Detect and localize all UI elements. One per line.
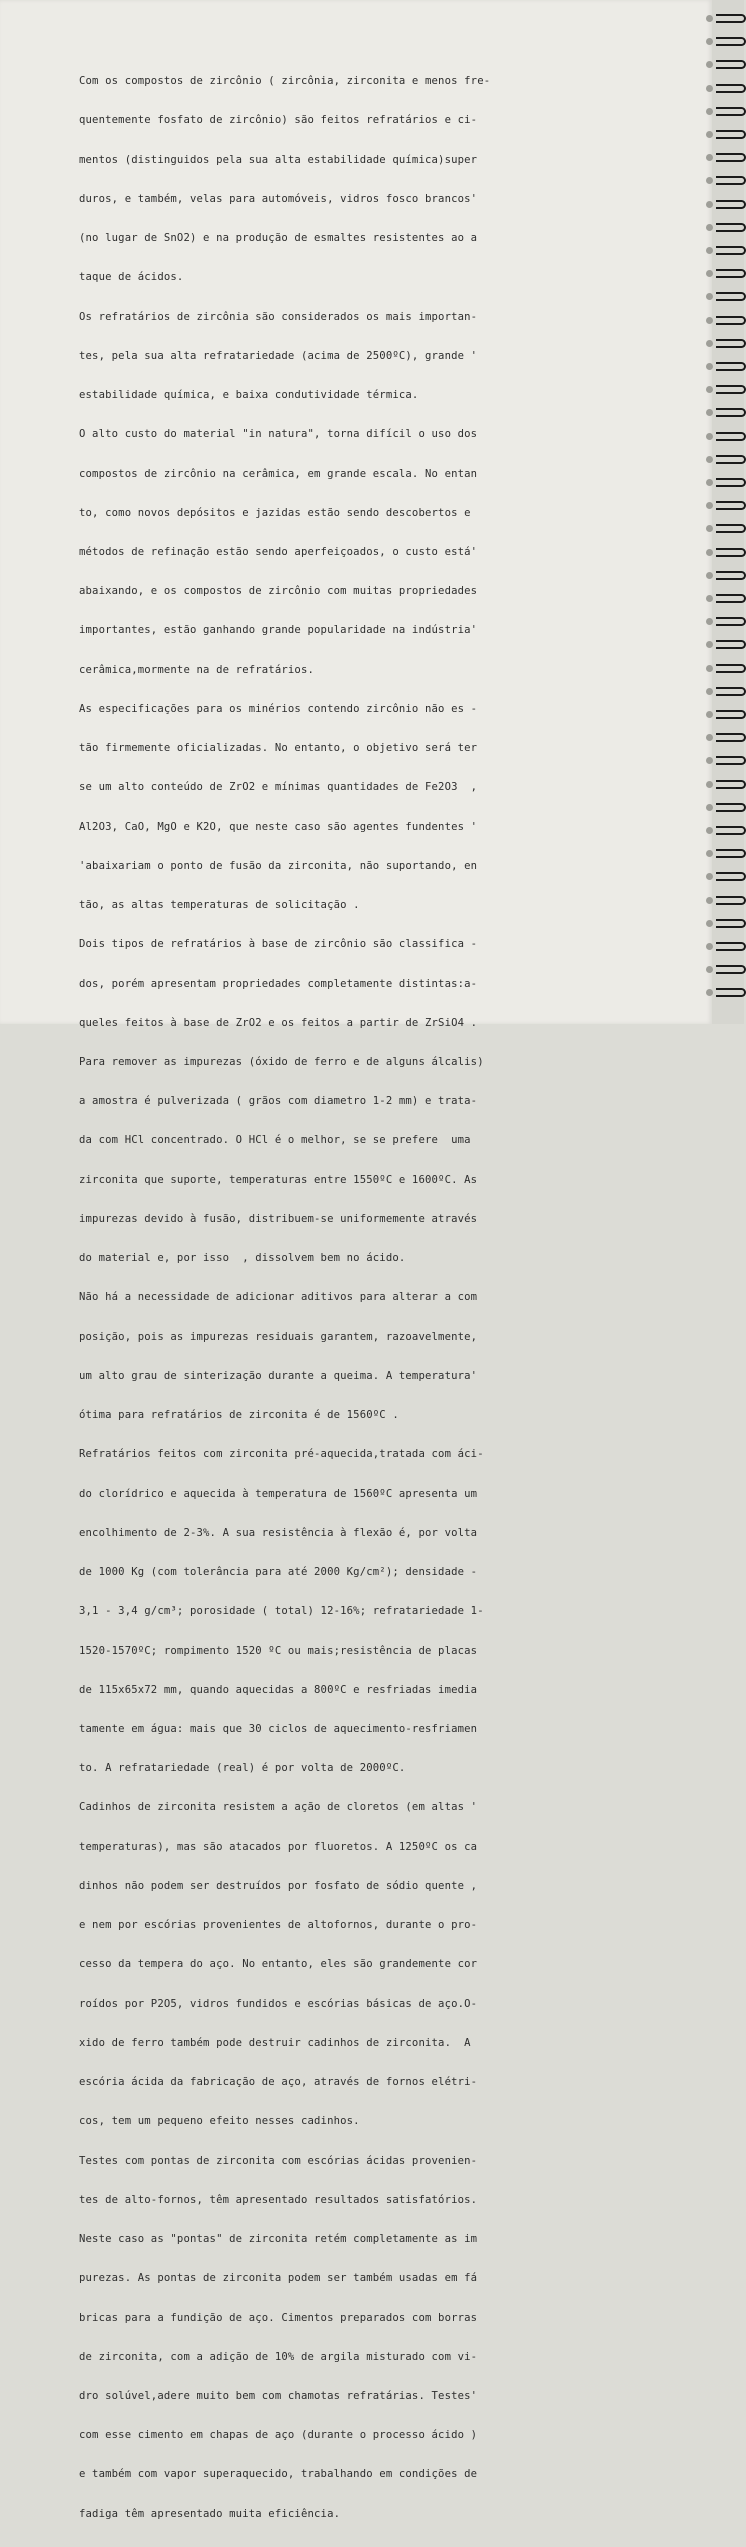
binding-hole: [706, 224, 713, 231]
text-line: Para remover as impurezas (óxido de ferro e de alguns álcalis): [79, 1056, 484, 1069]
binding-hole: [706, 525, 713, 532]
text-line: e também com vapor superaquecido, trabalhando em condições de: [79, 2468, 478, 2481]
binding-hole: [706, 688, 713, 695]
binding-hole: [706, 757, 713, 764]
binding-hole: [706, 409, 713, 416]
text-line: de zirconita, com a adição de 10% de argila misturado com vi-: [79, 2350, 478, 2363]
text-line: xido de ferro também pode destruir cadinhos de zirconita. A: [79, 2036, 471, 2049]
text-line: cos, tem um pequeno efeito nesses cadinhos.: [79, 2115, 360, 2128]
binding-coil: [716, 826, 746, 835]
text-line: impurezas devido à fusão, distribuem-se uniformemente através: [79, 1212, 478, 1225]
binding-hole: [706, 433, 713, 440]
binding-hole: [706, 549, 713, 556]
binding-coil: [716, 362, 746, 371]
text-line: se um alto conteúdo de ZrO2 e mínimas quantidades de Fe2O3 ,: [79, 781, 478, 794]
binding-hole: [706, 177, 713, 184]
binding-hole: [706, 827, 713, 834]
binding-coil: [716, 107, 746, 116]
binding-coil: [716, 849, 746, 858]
binding-hole: [706, 340, 713, 347]
binding-coil: [716, 687, 746, 696]
text-line: taque de ácidos.: [79, 271, 184, 284]
binding-coil: [716, 640, 746, 649]
binding-coil: [716, 942, 746, 951]
binding-coil: [716, 14, 746, 23]
binding-coil: [716, 919, 746, 928]
text-line: (no lugar de SnO2) e na produção de esmaltes resistentes ao a: [79, 232, 478, 245]
text-line: tes, pela sua alta refratariedade (acima de 2500ºC), grande ': [79, 349, 478, 362]
text-line: do clorídrico e aquecida à temperatura de 1560ºC apresenta um: [79, 1487, 478, 1500]
text-line: zirconita que suporte, temperaturas entre 1550ºC e 1600ºC. As: [79, 1173, 478, 1186]
text-line: um alto grau de sinterização durante a queima. A temperatura': [79, 1369, 478, 1382]
binding-coil: [716, 571, 746, 580]
binding-hole: [706, 61, 713, 68]
text-line: a amostra é pulverizada ( grãos com diametro 1-2 mm) e trata-: [79, 1095, 478, 1108]
text-line: e nem por escórias provenientes de altofornos, durante o pro-: [79, 1919, 478, 1932]
text-line: de 115x65x72 mm, quando aquecidas a 800ºC e resfriadas imedia: [79, 1683, 478, 1696]
binding-hole: [706, 154, 713, 161]
binding-hole: [706, 850, 713, 857]
binding-hole: [706, 293, 713, 300]
text-line: O alto custo do material "in natura", torna difícil o uso dos: [79, 428, 478, 441]
text-line: tamente em água: mais que 30 ciclos de aquecimento-resfriamen: [79, 1723, 478, 1735]
binding-coil: [716, 548, 746, 557]
binding-coil: [716, 710, 746, 719]
binding-hole: [706, 386, 713, 393]
text-line: temperaturas), mas são atacados por fluoretos. A 1250ºC os ca: [79, 1840, 478, 1853]
binding-coil: [716, 478, 746, 487]
binding-coil: [716, 153, 746, 162]
binding-hole: [706, 479, 713, 486]
binding-coil: [716, 756, 746, 765]
binding-hole: [706, 943, 713, 950]
text-line: bricas para a fundição de aço. Cimentos preparados com borras: [79, 2311, 478, 2324]
text-line: Testes com pontas de zirconita com escórias ácidas provenien-: [79, 2154, 478, 2167]
typewritten-text: [79, 49, 645, 2547]
binding-hole: [706, 665, 713, 672]
binding-hole: [706, 781, 713, 788]
binding-hole: [706, 85, 713, 92]
binding-coil: [716, 896, 746, 905]
binding-hole: [706, 873, 713, 880]
text-line: to. A refratariedade (real) é por volta de 2000ºC.: [79, 1762, 406, 1775]
text-line: to, como novos depósitos e jazidas estão sendo descobertos e: [79, 506, 471, 519]
text-line: mentos (distinguidos pela sua alta estabilidade química)super: [79, 153, 478, 166]
text-line: dinhos não podem ser destruídos por fosfato de sódio quente ,: [79, 1879, 478, 1892]
binding-hole: [706, 502, 713, 509]
text-line: roídos por P2O5, vidros fundidos e escórias básicas de aço.O-: [79, 1997, 478, 2010]
binding-coil: [716, 223, 746, 232]
binding-coil: [716, 988, 746, 997]
binding-coil: [716, 385, 746, 394]
binding-coil: [716, 780, 746, 789]
binding-hole: [706, 595, 713, 602]
text-line: métodos de refinação estão sendo aperfeiçoados, o custo está': [79, 545, 478, 558]
text-line: tes de alto-fornos, têm apresentado resultados satisfatórios.: [79, 2193, 478, 2206]
binding-coil: [716, 176, 746, 185]
text-line: tão firmemente oficializadas. No entanto, o objetivo será ter: [79, 742, 478, 755]
text-line: ótima para refratários de zirconita é de 1560ºC .: [79, 1409, 399, 1422]
binding-coil: [716, 594, 746, 603]
binding-hole: [706, 966, 713, 973]
text-line: As especificações para os minérios contendo zircônio não es -: [79, 702, 478, 715]
text-line: Cadinhos de zirconita resistem a ação de cloretos (em altas ': [79, 1801, 478, 1814]
text-line: fadiga têm apresentado muita eficiência.: [79, 2507, 341, 2520]
text-line: 1520-1570ºC; rompimento 1520 ºC ou mais;resistência de placas: [79, 1644, 478, 1657]
binding-coil: [716, 408, 746, 417]
text-line: cesso da tempera do aço. No entanto, eles são grandemente cor: [79, 1958, 478, 1971]
text-line: Dois tipos de refratários à base de zircônio são classifica -: [79, 938, 478, 951]
text-line: tão, as altas temperaturas de solicitação .: [79, 899, 360, 912]
text-line: Refratários feitos com zirconita pré-aquecida,tratada com áci-: [79, 1448, 484, 1461]
text-line: 'abaixariam o ponto de fusão da zirconita, não suportando, en: [79, 859, 478, 872]
text-line: posição, pois as impurezas residuais garantem, razoavelmente,: [79, 1330, 478, 1343]
binding-hole: [706, 618, 713, 625]
text-line: cerâmica,mormente na de refratários.: [79, 663, 315, 676]
binding-coil: [716, 664, 746, 673]
binding-coil: [716, 339, 746, 348]
binding-hole: [706, 270, 713, 277]
text-line: queles feitos à base de ZrO2 e os feitos a partir de ZrSiO4 .: [79, 1016, 478, 1029]
text-line: estabilidade química, e baixa condutividade térmica.: [79, 389, 419, 402]
binding-hole: [706, 131, 713, 138]
binding-coil: [716, 292, 746, 301]
binding-coil: [716, 316, 746, 325]
text-line: Al2O3, CaO, MgO e K2O, que neste caso são agentes fundentes ': [79, 820, 478, 833]
binding-coil: [716, 501, 746, 510]
binding-hole: [706, 920, 713, 927]
binding-hole: [706, 247, 713, 254]
text-line: Os refratários de zircônia são considerados os mais importan-: [79, 310, 478, 323]
text-line: abaixando, e os compostos de zircônio com muitas propriedades: [79, 585, 478, 598]
binding-hole: [706, 641, 713, 648]
text-line: 3,1 - 3,4 g/cm³; porosidade ( total) 12-16%; refratariedade 1-: [79, 1605, 484, 1618]
text-line: purezas. As pontas de zirconita podem ser também usadas em fá: [79, 2272, 478, 2285]
binding-coil: [716, 617, 746, 626]
spiral-binding: [712, 0, 744, 1024]
binding-hole: [706, 108, 713, 115]
binding-hole: [706, 363, 713, 370]
text-line: dos, porém apresentam propriedades completamente distintas:a-: [79, 977, 478, 990]
binding-coil: [716, 733, 746, 742]
binding-coil: [716, 432, 746, 441]
binding-coil: [716, 965, 746, 974]
text-line: da com HCl concentrado. O HCl é o melhor, se se prefere uma: [79, 1134, 471, 1147]
binding-coil: [716, 130, 746, 139]
binding-coil: [716, 200, 746, 209]
text-line: com esse cimento em chapas de aço (durante o processo ácido ): [79, 2429, 478, 2442]
binding-hole: [706, 989, 713, 996]
binding-coil: [716, 455, 746, 464]
text-line: dro solúvel,adere muito bem com chamotas refratárias. Testes': [79, 2389, 478, 2402]
text-line: compostos de zircônio na cerâmica, em grande escala. No entan: [79, 467, 478, 480]
binding-coil: [716, 803, 746, 812]
text-line: Com os compostos de zircônio ( zircônia, zirconita e menos fre-: [79, 75, 491, 88]
text-line: do material e, por isso , dissolvem bem no ácido.: [79, 1252, 406, 1265]
binding-hole: [706, 804, 713, 811]
binding-coil: [716, 60, 746, 69]
binding-hole: [706, 897, 713, 904]
text-line: Neste caso as "pontas" de zirconita retém completamente as im: [79, 2233, 478, 2246]
text-line: escória ácida da fabricação de aço, através de fornos elétri-: [79, 2076, 478, 2089]
text-line: duros, e também, velas para automóveis, vidros fosco brancos': [79, 192, 478, 205]
text-line: de 1000 Kg (com tolerância para até 2000 Kg/cm²); densidade -: [79, 1566, 478, 1579]
binding-hole: [706, 734, 713, 741]
text-line: Não há a necessidade de adicionar aditivos para alterar a com: [79, 1291, 478, 1304]
binding-coil: [716, 37, 746, 46]
binding-coil: [716, 269, 746, 278]
text-line: quentemente fosfato de zircônio) são feitos refratários e ci-: [79, 114, 478, 127]
binding-coil: [716, 872, 746, 881]
binding-hole: [706, 317, 713, 324]
binding-hole: [706, 456, 713, 463]
binding-hole: [706, 38, 713, 45]
text-line: importantes, estão ganhando grande popularidade na indústria': [79, 624, 478, 637]
binding-hole: [706, 201, 713, 208]
binding-coil: [716, 246, 746, 255]
text-line: encolhimento de 2-3%. A sua resistência à flexão é, por volta: [79, 1526, 478, 1539]
binding-hole: [706, 711, 713, 718]
binding-coil: [716, 84, 746, 93]
binding-hole: [706, 572, 713, 579]
binding-coil: [716, 524, 746, 533]
binding-hole: [706, 15, 713, 22]
